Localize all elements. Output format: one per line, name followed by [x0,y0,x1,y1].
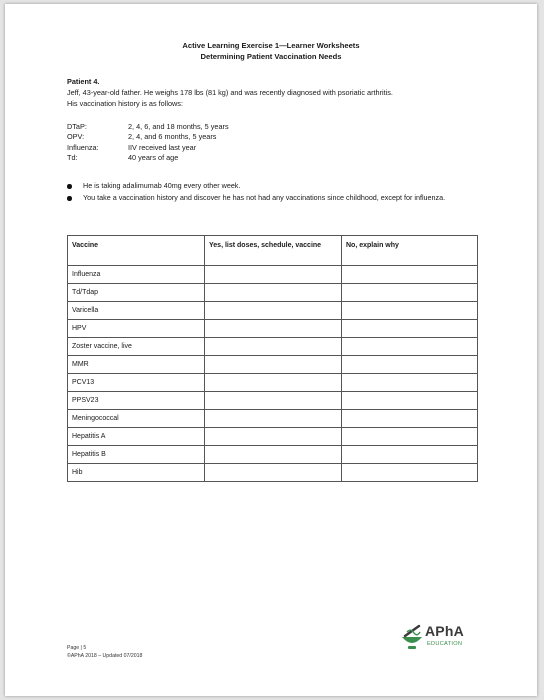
table-row [68,374,478,392]
yes-cell[interactable] [205,266,342,284]
no-cell[interactable] [342,338,478,356]
no-cell[interactable] [342,302,478,320]
vaccine-name: Hib [68,464,205,482]
table-row [68,446,478,464]
history-row [67,143,229,153]
bullet-icon [67,196,72,201]
vaccine-table [67,235,478,482]
vaccine-name: MMR [68,356,205,374]
yes-cell[interactable] [205,392,342,410]
yes-cell[interactable] [205,284,342,302]
title-line-1: Active Learning Exercise 1—Learner Worksheets [182,41,360,50]
yes-cell[interactable] [205,464,342,482]
header-vaccine: Vaccine [68,236,205,266]
page-footer [67,644,142,660]
patient-description [67,88,497,109]
copyright: ©APhA 2018 – Updated 07/2018 [67,653,143,659]
logo-text: APhA [425,623,464,639]
yes-cell[interactable] [205,356,342,374]
apha-logo [399,621,479,655]
no-cell[interactable] [342,320,478,338]
patient-notes [63,181,483,205]
bullet-text: You take a vaccination history and discover he has not had any vaccinations since childhood, except for influenza. [83,193,446,203]
table-row [68,284,478,302]
table-row [68,356,478,374]
logo-subtext: EDUCATION [427,641,463,647]
mortar-pestle-icon [399,623,425,653]
history-vaccine: DTaP: [67,122,87,131]
no-cell[interactable] [342,428,478,446]
patient-heading: Patient 4. [67,77,100,86]
header-no: No, explain why [342,236,478,266]
yes-cell[interactable] [205,410,342,428]
table-row [68,410,478,428]
yes-cell[interactable] [205,302,342,320]
vaccine-name: Zoster vaccine, live [68,338,205,356]
vaccine-name: Hepatitis B [68,446,205,464]
history-vaccine: OPV: [67,132,85,142]
no-cell[interactable] [342,410,478,428]
no-cell[interactable] [342,266,478,284]
yes-cell[interactable] [205,428,342,446]
bullet-icon [67,184,72,189]
vaccine-name: Hepatitis A [68,428,205,446]
page-title [5,40,537,62]
table-row [68,428,478,446]
no-cell[interactable] [342,284,478,302]
yes-cell[interactable] [205,374,342,392]
table-row [68,302,478,320]
vaccination-history [67,122,229,163]
yes-cell[interactable] [205,446,342,464]
vaccine-name: Td/Tdap [68,284,205,302]
vaccine-name: PPSV23 [68,392,205,410]
no-cell[interactable] [342,464,478,482]
history-detail: 40 years of age [128,152,179,162]
history-detail: IIV received last year [128,142,197,152]
vaccine-name: PCV13 [68,374,205,392]
table-header-row [68,236,478,266]
no-cell[interactable] [342,446,478,464]
history-row [67,132,229,142]
patient-desc-line-1: Jeff, 43-year-old father. He weighs 178 lbs (81 kg) and was recently diagnosed with psoriatic arthritis. [67,88,393,97]
history-row [67,153,229,163]
history-vaccine: Td: [67,152,78,162]
table-row [68,266,478,284]
list-item [63,193,483,203]
history-vaccine: Influenza: [67,142,99,152]
table-row [68,338,478,356]
vaccine-name: Meningococcal [68,410,205,428]
page-number: Page | 5 [67,645,87,651]
history-detail: 2, 4, 6, and 18 months, 5 years [128,122,229,131]
patient-desc-line-2: His vaccination history is as follows: [67,98,183,108]
no-cell[interactable] [342,356,478,374]
yes-cell[interactable] [205,320,342,338]
vaccine-name: HPV [68,320,205,338]
vaccine-name: Influenza [68,266,205,284]
table-row [68,392,478,410]
vaccine-name: Varicella [68,302,205,320]
history-row [67,122,229,132]
no-cell[interactable] [342,392,478,410]
worksheet-page [5,4,537,696]
no-cell[interactable] [342,374,478,392]
yes-cell[interactable] [205,338,342,356]
bullet-text: He is taking adalimumab 40mg every other week. [83,181,241,190]
header-yes: Yes, list doses, schedule, vaccine [205,236,342,266]
table-row [68,464,478,482]
list-item [63,181,483,191]
title-line-2: Determining Patient Vaccination Needs [200,52,342,61]
history-detail: 2, 4, and 6 months, 5 years [128,132,217,142]
table-row [68,320,478,338]
